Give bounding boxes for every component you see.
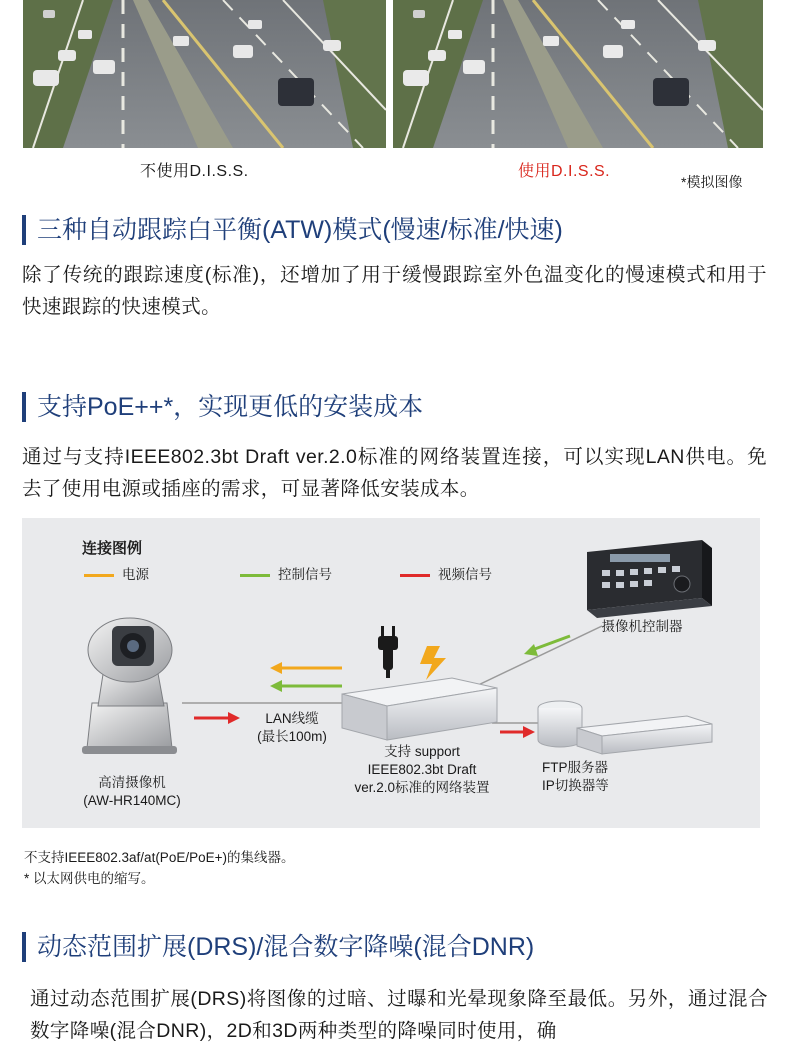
- legend-video-label: 视频信号: [438, 567, 492, 582]
- label-server-1: FTP服务器: [542, 760, 608, 775]
- para-drs: 通过动态范围扩展(DRS)将图像的过暗、过曝和光晕现象降至最低。另外，通过混合数字降噪(混合DNR)，2D和3D两种类型的降噪同时使用，确: [30, 988, 768, 1042]
- label-lan-cable: LAN线缆: [265, 711, 319, 726]
- label-switch-1: 支持 support: [384, 744, 460, 759]
- video-arrow-right: [500, 726, 535, 738]
- caption-without-diss: 不使用D.I.S.S.: [140, 163, 249, 180]
- caption-simulated: *模拟图像: [681, 174, 743, 190]
- network-switch-icon: [342, 678, 497, 740]
- camera-controller-icon: [587, 540, 712, 618]
- label-switch-2: IEEE802.3bt Draft: [367, 762, 477, 777]
- camera-icon: [82, 618, 177, 754]
- label-switch-3: ver.2.0标准的网络装置: [354, 780, 490, 795]
- caption-with-diss: 使用D.I.S.S.: [518, 163, 611, 180]
- note-hub: 不支持IEEE802.3af/at(PoE/PoE+)的集线器。: [24, 850, 295, 865]
- lightning-icon: [420, 646, 446, 680]
- control-arrow-left: [270, 680, 342, 692]
- ftp-server-icon: [538, 701, 712, 754]
- photo-without-diss: [23, 0, 386, 148]
- photo-with-diss: [393, 0, 763, 148]
- connection-diagram: [22, 518, 760, 828]
- para-poe: 通过与支持IEEE802.3bt Draft ver.2.0标准的网络装置连接，可以实现LAN供电。免去了使用电源或插座的需求，可显著降低安装成本。: [22, 446, 767, 500]
- para-atw: 除了传统的跟踪速度(标准)，还增加了用于缓慢跟踪室外色温变化的慢速模式和用于快速跟踪的快速模式。: [22, 264, 767, 318]
- power-arrow: [270, 662, 342, 674]
- label-camera-2: (AW-HR140MC): [83, 793, 181, 808]
- note-poe-abbr: * 以太网供电的缩写。: [24, 871, 155, 886]
- label-controller: 摄像机控制器: [601, 619, 683, 634]
- legend-control-label: 控制信号: [278, 567, 332, 582]
- legend-power-label: 电源: [122, 567, 149, 582]
- legend-title: 连接图例: [82, 540, 143, 557]
- label-lan-max: (最长100m): [257, 729, 327, 744]
- label-server-2: IP切换器等: [542, 778, 609, 793]
- heading-drs: 动态范围扩展(DRS)/混合数字降噪(混合DNR): [22, 932, 534, 962]
- video-arrow-left: [194, 712, 240, 724]
- plug-icon: [378, 626, 398, 678]
- heading-atw: 三种自动跟踪白平衡(ATW)模式(慢速/标准/快速): [22, 215, 563, 245]
- label-camera-1: 高清摄像机: [98, 775, 166, 790]
- heading-poe: 支持PoE++*，实现更低的安装成本: [22, 392, 423, 422]
